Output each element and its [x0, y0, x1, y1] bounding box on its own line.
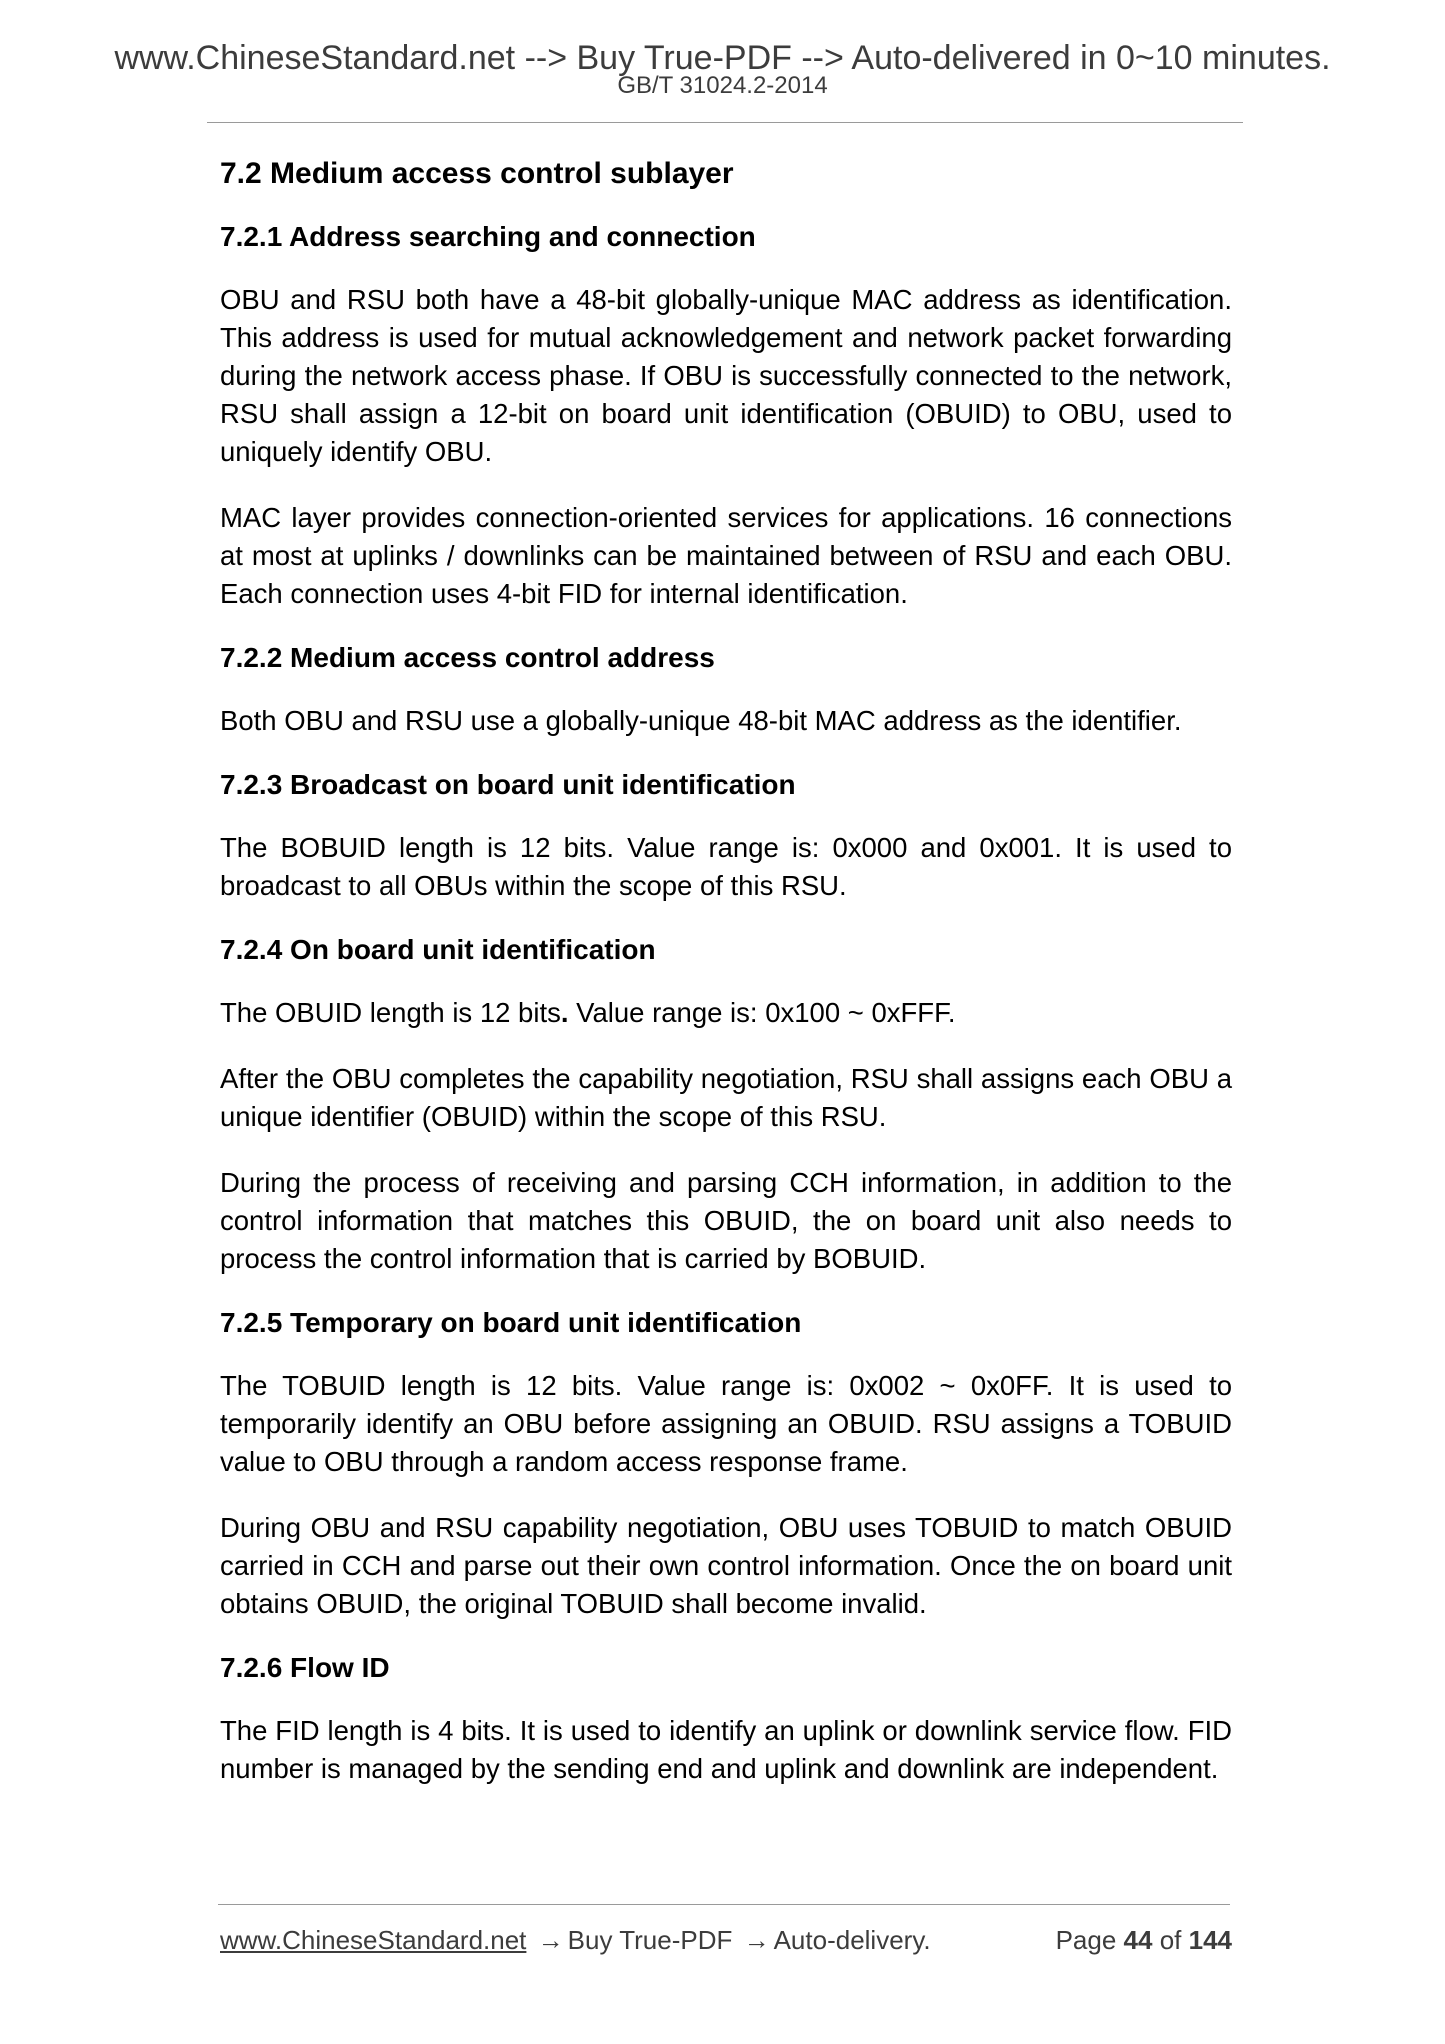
paragraph: During the process of receiving and parsing CCH information, in addition to the control information that matches this OBUID, the on board unit also needs to process the control information that is carried by BOBUID.	[220, 1167, 1232, 1274]
paragraph: MAC layer provides connection-oriented services for applications. 16 connections at most at uplinks / downlinks can be maintained between of RSU and each OBU. Each connection uses 4-bit FID for internal identification.	[220, 502, 1232, 609]
text-run: Value range is: 0x100 ~ 0xFFF.	[568, 997, 956, 1028]
paragraph: During OBU and RSU capability negotiation, OBU uses TOBUID to match OBUID carried in CCH and parse out their own control information. Once the on board unit obtains OBUID, the original TOBUID shall become invalid.	[220, 1512, 1232, 1619]
paragraph: The FID length is 4 bits. It is used to identify an uplink or downlink service flow. FID number is managed by the sending end and uplink and downlink are independent.	[220, 1715, 1232, 1784]
subsection-heading-7-2-2: 7.2.2 Medium access control address	[220, 642, 715, 673]
subsection-heading-7-2-4: 7.2.4 On board unit identification	[220, 934, 656, 965]
standard-code: GB/T 31024.2-2014	[617, 72, 828, 99]
paragraph: Both OBU and RSU use a globally-unique 48-bit MAC address as the identifier.	[220, 705, 1182, 736]
subsection-heading-7-2-3: 7.2.3 Broadcast on board unit identification	[220, 769, 796, 800]
site-link[interactable]: www.ChineseStandard.net	[220, 1925, 527, 1955]
top-banner: www.ChineseStandard.net --> Buy True-PDF --> Auto-delivered in 0~10 minutes.	[114, 39, 1331, 77]
arrow-right-icon: →	[743, 1925, 770, 1955]
footer-divider	[218, 1904, 1230, 1905]
page-indicator	[1056, 1922, 1232, 1958]
paragraph: The TOBUID length is 12 bits. Value range is: 0x002 ~ 0x0FF. It is used to temporarily identify an OBU before assigning an OBUID. RSU assigns a TOBUID value to OBU through a random access response frame.	[220, 1370, 1232, 1477]
page-number: 44	[1123, 1925, 1153, 1955]
arrow-right-icon: →	[537, 1925, 564, 1955]
buy-text: Buy True-PDF	[567, 1925, 733, 1955]
footer-links	[220, 1922, 931, 1958]
header-divider	[207, 122, 1243, 123]
of-label: of	[1159, 1925, 1182, 1955]
section-heading: 7.2 Medium access control sublayer	[220, 157, 734, 190]
subsection-heading-7-2-5: 7.2.5 Temporary on board unit identification	[220, 1307, 802, 1338]
bold-period: .	[560, 997, 569, 1028]
document-body	[220, 150, 1232, 1816]
page-label: Page	[1055, 1925, 1117, 1955]
paragraph: After the OBU completes the capability negotiation, RSU shall assigns each OBU a unique identifier (OBUID) within the scope of this RSU.	[220, 1063, 1232, 1132]
paragraph: The BOBUID length is 12 bits. Value range is: 0x000 and 0x001. It is used to broadcast to all OBUs within the scope of this RSU.	[220, 832, 1232, 901]
delivery-text: Auto-delivery.	[773, 1925, 931, 1955]
page-total: 144	[1188, 1925, 1232, 1955]
text-run: The OBUID length is 12 bits	[220, 997, 561, 1028]
page-footer	[220, 1922, 1232, 1958]
paragraph	[220, 994, 1232, 1032]
subsection-heading-7-2-6: 7.2.6 Flow ID	[220, 1652, 390, 1683]
paragraph: OBU and RSU both have a 48-bit globally-unique MAC address as identification. This address is used for mutual acknowledgement and network packet forwarding during the network access phase. If OBU is successfully connected to the network, RSU shall assign a 12-bit on board unit identification (OBUID) to OBU, used to uniquely identify OBU.	[220, 284, 1232, 467]
subsection-heading-7-2-1: 7.2.1 Address searching and connection	[220, 221, 756, 252]
